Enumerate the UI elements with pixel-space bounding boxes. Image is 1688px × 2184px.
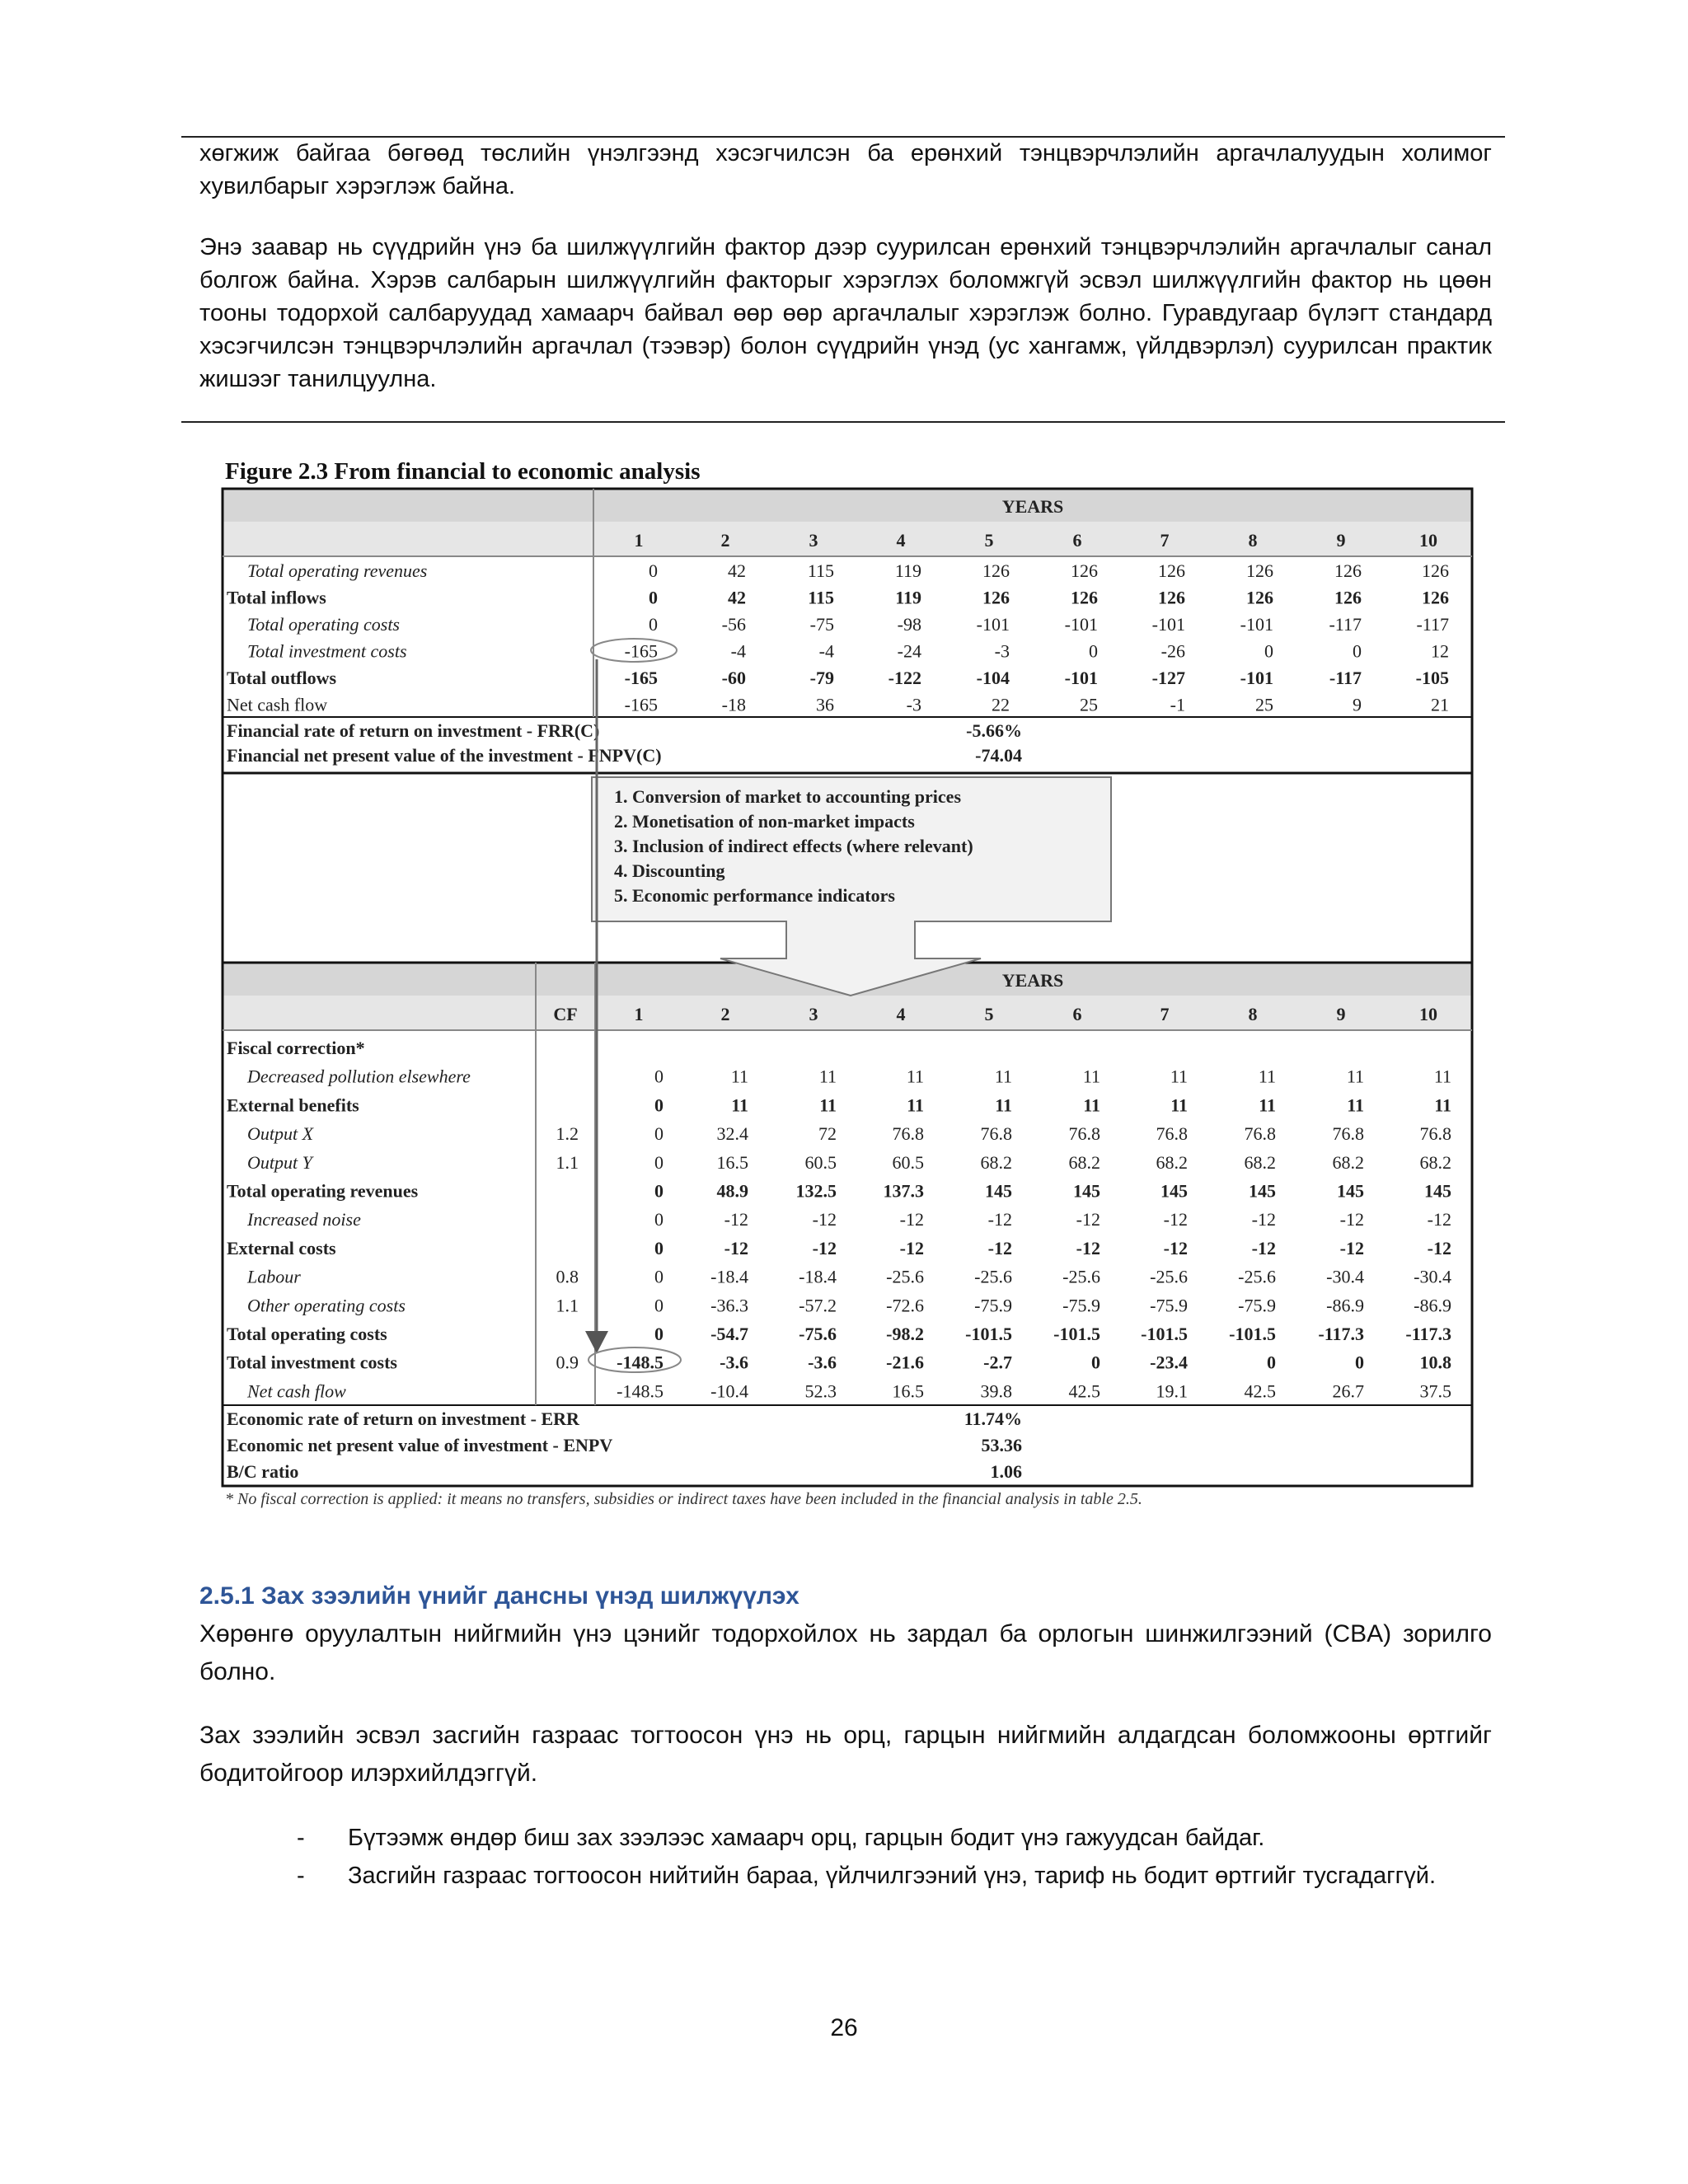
economic-cell: -12	[987, 1237, 1012, 1258]
economic-row-label: Labour	[247, 1266, 301, 1287]
cf-value: 0.9	[556, 1352, 579, 1373]
financial-cell: 22	[992, 694, 1010, 715]
economic-cell: -12	[1427, 1237, 1451, 1258]
economic-cell: 145	[1337, 1180, 1364, 1202]
financial-cell: 119	[894, 560, 921, 581]
economic-cell: -12	[1076, 1209, 1100, 1230]
economic-cell: 37.5	[1419, 1380, 1451, 1402]
economic-row-label: Decreased pollution elsewhere	[247, 1066, 471, 1087]
economic-row-label: External benefits	[227, 1094, 359, 1116]
financial-cell: 0	[649, 587, 658, 608]
economic-cell: 68.2	[1332, 1151, 1364, 1173]
year-header: 10	[1419, 1004, 1437, 1024]
year-header: 7	[1160, 530, 1170, 551]
economic-cell: -117.3	[1405, 1324, 1451, 1344]
economic-cell: -117.3	[1318, 1324, 1364, 1344]
economic-cell: 11	[731, 1094, 748, 1116]
year-header: 6	[1072, 1004, 1082, 1024]
economic-cell: 11	[1259, 1094, 1276, 1116]
economic-cell: 11	[1258, 1066, 1276, 1087]
economic-row-label: Total operating revenues	[227, 1180, 419, 1202]
bullet-text: Засгийн газраас тогтоосон нийтийн бараа, үйлчилгээний үнэ, тариф нь бодит өртгийг тусгадаггүй.	[348, 1863, 1436, 1889]
financial-cell: 126	[1422, 587, 1449, 608]
economic-cell: 0	[654, 1066, 663, 1087]
economic-cell: -12	[812, 1209, 837, 1230]
financial-cell: 25	[1080, 694, 1098, 715]
financial-cell: -4	[730, 640, 746, 662]
economic-cell: 68.2	[1244, 1151, 1276, 1173]
economic-cell: -12	[899, 1237, 924, 1258]
economic-cell: 76.8	[1244, 1123, 1276, 1145]
economic-cell: 0	[1355, 1352, 1364, 1373]
economic-cell: -98.2	[886, 1324, 924, 1344]
page-number: 26	[830, 2014, 858, 2041]
figure-title: Figure 2.3 From financial to economic analysis	[225, 458, 701, 485]
financial-cell: 0	[649, 614, 658, 635]
economic-cell: -30.4	[1326, 1266, 1364, 1287]
financial-cell: 0	[1264, 640, 1273, 662]
fin-years-header-bg	[223, 489, 1472, 522]
economic-cell: -148.5	[617, 1352, 663, 1373]
economic-cell: -86.9	[1414, 1295, 1451, 1316]
economic-cell: -18.4	[799, 1266, 837, 1287]
economic-cell: 11	[1346, 1066, 1364, 1087]
year-header: 6	[1072, 530, 1082, 551]
year-header: 9	[1336, 530, 1346, 551]
financial-cell: -75	[809, 614, 834, 635]
economic-summary-value: 53.36	[981, 1435, 1022, 1455]
intro-paragraph-2: Энэ заавар нь сүүдрийн үнэ ба шилжүүлгийн фактор дээр суурилсан ерөнхий тэнцвэрчлэлийн аргачлалыг санал болгож байна. Хэрэв салбарын шилжүүлгийн факторыг хэрэглэх боломжгүй эсвэл шилжүүлгийн фактор нь цөөн тооны тодорхой салбаруудад хамаарч байвал өөр өөр аргачлалыг хэрэглэж болно. Гуравдугаар бүлэгт стандард хэсэгчилсэн тэнцвэрчлэлийн аргачлал (тээвэр) болон сүүдрийн үнэд (ус хангамж, үйлдвэрлэл) суурилсан практик жишээг танилцуулна.	[199, 234, 1492, 392]
economic-cell: 52.3	[804, 1380, 837, 1402]
economic-cell: 0	[654, 1237, 663, 1258]
economic-cell: 11	[1170, 1094, 1188, 1116]
economic-cell: -101.5	[1229, 1324, 1276, 1344]
economic-cell: 11	[1433, 1066, 1451, 1087]
financial-cell: 119	[895, 587, 921, 608]
financial-cell: 126	[1334, 560, 1362, 581]
economic-cell: -12	[1339, 1237, 1364, 1258]
financial-cell: 126	[1071, 587, 1098, 608]
economic-summary-label: Economic net present value of investment - ENPV	[227, 1435, 613, 1455]
economic-cell: 42.5	[1244, 1380, 1276, 1402]
economic-summary-label: Economic rate of return on investment - ERR	[227, 1408, 579, 1429]
cf-value: 1.1	[556, 1151, 579, 1173]
economic-row-label: External costs	[227, 1237, 336, 1258]
economic-cell: -25.6	[1238, 1266, 1276, 1287]
economic-cell: 0	[654, 1180, 663, 1202]
financial-row-label: Net cash flow	[227, 694, 328, 715]
economic-cell: 0	[1091, 1352, 1100, 1373]
economic-summary-value: 1.06	[990, 1461, 1022, 1482]
economic-cell: 76.8	[1332, 1123, 1364, 1145]
financial-cell: -56	[721, 614, 746, 635]
bullet-dash: -	[297, 1825, 305, 1851]
economic-cell: -86.9	[1326, 1295, 1364, 1316]
economic-cell: -12	[1251, 1209, 1276, 1230]
economic-cell: 76.8	[980, 1123, 1012, 1145]
financial-cell: 126	[1422, 560, 1449, 581]
financial-cell: -101	[1064, 668, 1098, 688]
economic-cell: 0	[1267, 1352, 1276, 1373]
economic-cell: -54.7	[710, 1324, 748, 1344]
economic-cell: -101.5	[1053, 1324, 1100, 1344]
economic-cell: -18.4	[710, 1266, 748, 1287]
financial-cell: 115	[807, 560, 834, 581]
economic-cell: 11	[819, 1094, 837, 1116]
cf-value: 1.1	[556, 1295, 579, 1316]
economic-cell: -36.3	[710, 1295, 748, 1316]
economic-cell: 0	[654, 1266, 663, 1287]
economic-cell: -30.4	[1414, 1266, 1451, 1287]
financial-cell: 126	[1158, 560, 1185, 581]
economic-cell: 145	[1424, 1180, 1451, 1202]
economic-row-label: Increased noise	[247, 1209, 361, 1230]
economic-cell: -12	[899, 1209, 924, 1230]
financial-cell: 126	[1246, 587, 1273, 608]
financial-cell: -101	[1240, 668, 1273, 688]
step-item: 5. Economic performance indicators	[614, 885, 895, 906]
economic-cell: -12	[1076, 1237, 1100, 1258]
financial-cell: -18	[721, 694, 746, 715]
economic-cell: -12	[724, 1237, 748, 1258]
step-item: 4. Discounting	[614, 860, 725, 881]
economic-cell: 60.5	[804, 1151, 837, 1173]
financial-cell: -117	[1329, 614, 1362, 635]
financial-cell: 126	[982, 587, 1010, 608]
financial-cell: 115	[808, 587, 834, 608]
economic-cell: 68.2	[1156, 1151, 1188, 1173]
economic-cell: -23.4	[1150, 1352, 1188, 1373]
economic-cell: 11	[907, 1094, 924, 1116]
economic-summary-label: B/C ratio	[227, 1461, 299, 1482]
economic-cell: -12	[724, 1209, 748, 1230]
year-header: 3	[809, 1004, 818, 1024]
economic-cell: 0	[654, 1295, 663, 1316]
financial-cell: -165	[624, 694, 658, 715]
economic-row-label: Fiscal correction*	[227, 1038, 365, 1058]
step-item: 1. Conversion of market to accounting prices	[614, 786, 962, 807]
economic-cell: 132.5	[795, 1180, 837, 1202]
financial-cell: 126	[1071, 560, 1098, 581]
financial-cell: -101	[976, 614, 1010, 635]
financial-cell: -165	[624, 640, 658, 662]
economic-cell: 60.5	[892, 1151, 924, 1173]
year-header: 1	[634, 530, 644, 551]
economic-cell: 0	[654, 1094, 663, 1116]
economic-cell: -101.5	[965, 1324, 1012, 1344]
bullet-dash: -	[297, 1863, 305, 1889]
financial-cell: 0	[649, 560, 658, 581]
year-header: 4	[896, 530, 906, 551]
economic-cell: 76.8	[1068, 1123, 1100, 1145]
economic-cell: 11	[1347, 1094, 1364, 1116]
financial-cell: -1	[1170, 694, 1185, 715]
financial-summary-value: -5.66%	[966, 720, 1022, 741]
economic-cell: -12	[1427, 1209, 1451, 1230]
financial-cell: 126	[1246, 560, 1273, 581]
economic-cell: 145	[1073, 1180, 1100, 1202]
economic-cell: -12	[1163, 1209, 1188, 1230]
financial-cell: -3	[994, 640, 1010, 662]
financial-summary-label: Financial net present value of the investment - FNPV(C)	[227, 745, 662, 766]
economic-cell: 76.8	[1156, 1123, 1188, 1145]
cf-column-header: CF	[553, 1004, 578, 1024]
step-item: 2. Monetisation of non-market impacts	[614, 811, 915, 832]
economic-cell: 32.4	[716, 1123, 748, 1145]
financial-cell: 126	[982, 560, 1010, 581]
financial-cell: 126	[1334, 587, 1362, 608]
financial-cell: 126	[1158, 587, 1185, 608]
financial-cell: -117	[1416, 614, 1449, 635]
cf-value: 0.8	[556, 1266, 579, 1287]
financial-cell: -60	[721, 668, 746, 688]
economic-cell: -25.6	[886, 1266, 924, 1287]
economic-cell: 0	[654, 1151, 663, 1173]
financial-cell: -101	[1151, 614, 1185, 635]
economic-cell: -72.6	[886, 1295, 924, 1316]
year-header: 2	[720, 1004, 730, 1024]
financial-row-label: Total investment costs	[247, 640, 407, 662]
eco-years-label: YEARS	[1001, 970, 1064, 991]
economic-cell: -12	[1163, 1237, 1188, 1258]
financial-cell: -101	[1240, 614, 1273, 635]
economic-cell: 10.8	[1419, 1352, 1451, 1373]
economic-cell: 0	[654, 1209, 663, 1230]
financial-cell: -165	[624, 668, 658, 688]
economic-cell: 11	[1083, 1094, 1100, 1116]
financial-cell: -104	[976, 668, 1010, 688]
economic-cell: -21.6	[886, 1352, 924, 1373]
financial-cell: -117	[1329, 668, 1362, 688]
financial-cell: -4	[818, 640, 834, 662]
financial-summary-value: -74.04	[975, 745, 1022, 766]
financial-cell: -122	[888, 668, 921, 688]
financial-cell: 12	[1431, 640, 1449, 662]
economic-cell: 26.7	[1332, 1380, 1364, 1402]
figure-footnote: * No fiscal correction is applied: it means no transfers, subsidies or indirect taxes have been included in the financial analysis in table 2.5.	[225, 1490, 1142, 1508]
financial-row-label: Total operating revenues	[247, 560, 428, 581]
financial-cell: 21	[1431, 694, 1449, 715]
economic-cell: -2.7	[983, 1352, 1012, 1373]
financial-row-label: Total outflows	[227, 668, 337, 688]
economic-cell: 68.2	[1419, 1151, 1451, 1173]
financial-cell: 42	[728, 560, 746, 581]
financial-row-label: Total inflows	[227, 587, 326, 608]
economic-cell: 16.5	[716, 1151, 748, 1173]
financial-row-label: Total operating costs	[247, 614, 400, 635]
fin-years-label: YEARS	[1001, 496, 1064, 517]
economic-cell: -75.9	[1062, 1295, 1100, 1316]
financial-cell: 0	[1353, 640, 1362, 662]
economic-row-label: Output Y	[247, 1151, 312, 1173]
economic-cell: 145	[985, 1180, 1012, 1202]
financial-cell: -101	[1064, 614, 1098, 635]
economic-summary-value: 11.74%	[964, 1408, 1022, 1429]
intro-paragraph-1: хөгжиж байгаа бөгөөд төслийн үнэлгээнд хэсэгчилсэн ба ерөнхий тэнцвэрчлэлийн аргачлалуудын холимог хувилбарыг хэрэглэж байна.	[199, 140, 1492, 199]
economic-cell: -12	[1339, 1209, 1364, 1230]
year-header: 4	[896, 1004, 906, 1024]
economic-cell: 76.8	[892, 1123, 924, 1145]
economic-cell: 11	[730, 1066, 748, 1087]
economic-cell: -75.9	[1238, 1295, 1276, 1316]
economic-cell: 16.5	[892, 1380, 924, 1402]
cf-value: 1.2	[556, 1123, 579, 1145]
economic-cell: 11	[995, 1094, 1012, 1116]
economic-cell: 145	[1249, 1180, 1276, 1202]
economic-cell: -75.6	[799, 1324, 837, 1344]
economic-cell: -101.5	[1141, 1324, 1188, 1344]
step-item: 3. Inclusion of indirect effects (where relevant)	[614, 836, 973, 856]
eco-year-row-bg	[223, 996, 1472, 1030]
economic-cell: 0	[654, 1324, 663, 1344]
economic-cell: -12	[812, 1237, 837, 1258]
economic-cell: 11	[1082, 1066, 1100, 1087]
financial-cell: 9	[1353, 694, 1362, 715]
economic-cell: -25.6	[1150, 1266, 1188, 1287]
economic-cell: -12	[987, 1209, 1012, 1230]
economic-cell: -10.4	[710, 1380, 748, 1402]
year-header: 5	[984, 1004, 994, 1024]
economic-row-label: Output X	[247, 1123, 314, 1145]
economic-cell: 19.1	[1156, 1380, 1188, 1402]
section-paragraph-1: Хөрөнгө оруулалтын нийгмийн үнэ цэнийг тодорхойлох нь зардал ба орлогын шинжилгээний (CBA) зорилго болно.	[199, 1620, 1492, 1685]
economic-row-label: Other operating costs	[247, 1295, 406, 1316]
economic-cell: 11	[818, 1066, 837, 1087]
economic-cell: -75.9	[974, 1295, 1012, 1316]
economic-cell: 145	[1160, 1180, 1188, 1202]
year-header: 9	[1336, 1004, 1346, 1024]
section-heading: 2.5.1 Зах зээлийн үнийг дансны үнэд шилжүүлэх	[199, 1582, 799, 1610]
financial-cell: -79	[809, 668, 834, 688]
financial-cell: -26	[1160, 640, 1185, 662]
year-header: 7	[1160, 1004, 1170, 1024]
financial-cell: -24	[897, 640, 921, 662]
year-header: 8	[1248, 1004, 1258, 1024]
economic-cell: -148.5	[617, 1380, 663, 1402]
financial-cell: 0	[1089, 640, 1098, 662]
financial-cell: 42	[728, 587, 746, 608]
year-header: 8	[1248, 530, 1258, 551]
bullet-text: Бүтээмж өндөр биш зах зээлээс хамаарч орц, гарцын бодит үнэ гажуудсан байдаг.	[348, 1825, 1265, 1851]
economic-cell: 0	[654, 1123, 663, 1145]
economic-cell: 48.9	[716, 1180, 748, 1202]
economic-row-label: Total investment costs	[227, 1352, 397, 1373]
economic-row-label: Net cash flow	[247, 1380, 346, 1402]
financial-cell: 36	[816, 694, 834, 715]
year-header: 2	[720, 530, 730, 551]
year-header: 5	[984, 530, 994, 551]
economic-cell: 68.2	[980, 1151, 1012, 1173]
financial-cell: -127	[1151, 668, 1185, 688]
economic-cell: -75.9	[1150, 1295, 1188, 1316]
financial-cell: 25	[1255, 694, 1273, 715]
economic-cell: -57.2	[799, 1295, 837, 1316]
financial-summary-label: Financial rate of return on investment - FRR(C)	[227, 720, 600, 741]
economic-cell: 42.5	[1068, 1380, 1100, 1402]
financial-cell: -98	[897, 614, 921, 635]
economic-cell: -3.6	[808, 1352, 837, 1373]
economic-cell: 11	[1170, 1066, 1188, 1087]
economic-cell: 76.8	[1419, 1123, 1451, 1145]
economic-cell: 39.8	[980, 1380, 1012, 1402]
financial-cell: -3	[906, 694, 921, 715]
financial-cell: -105	[1415, 668, 1449, 688]
year-header: 3	[809, 530, 818, 551]
economic-cell: 68.2	[1068, 1151, 1100, 1173]
economic-cell: -12	[1251, 1237, 1276, 1258]
economic-cell: 137.3	[883, 1180, 924, 1202]
economic-row-label: Total operating costs	[227, 1324, 387, 1344]
economic-cell: 11	[906, 1066, 924, 1087]
year-header: 10	[1419, 530, 1437, 551]
economic-cell: 72	[818, 1123, 837, 1145]
economic-cell: -25.6	[1062, 1266, 1100, 1287]
section-paragraph-2: Зах зээлийн эсвэл засгийн газраас тогтоосон үнэ нь орц, гарцын нийгмийн алдагдсан боломжооны өртгийг бодитойгоор илэрхийлдэггүй.	[199, 1722, 1492, 1787]
economic-cell: -3.6	[720, 1352, 748, 1373]
economic-cell: 11	[994, 1066, 1012, 1087]
year-header: 1	[634, 1004, 644, 1024]
economic-cell: -25.6	[974, 1266, 1012, 1287]
fin-year-row-bg	[223, 522, 1472, 556]
economic-cell: 11	[1434, 1094, 1451, 1116]
